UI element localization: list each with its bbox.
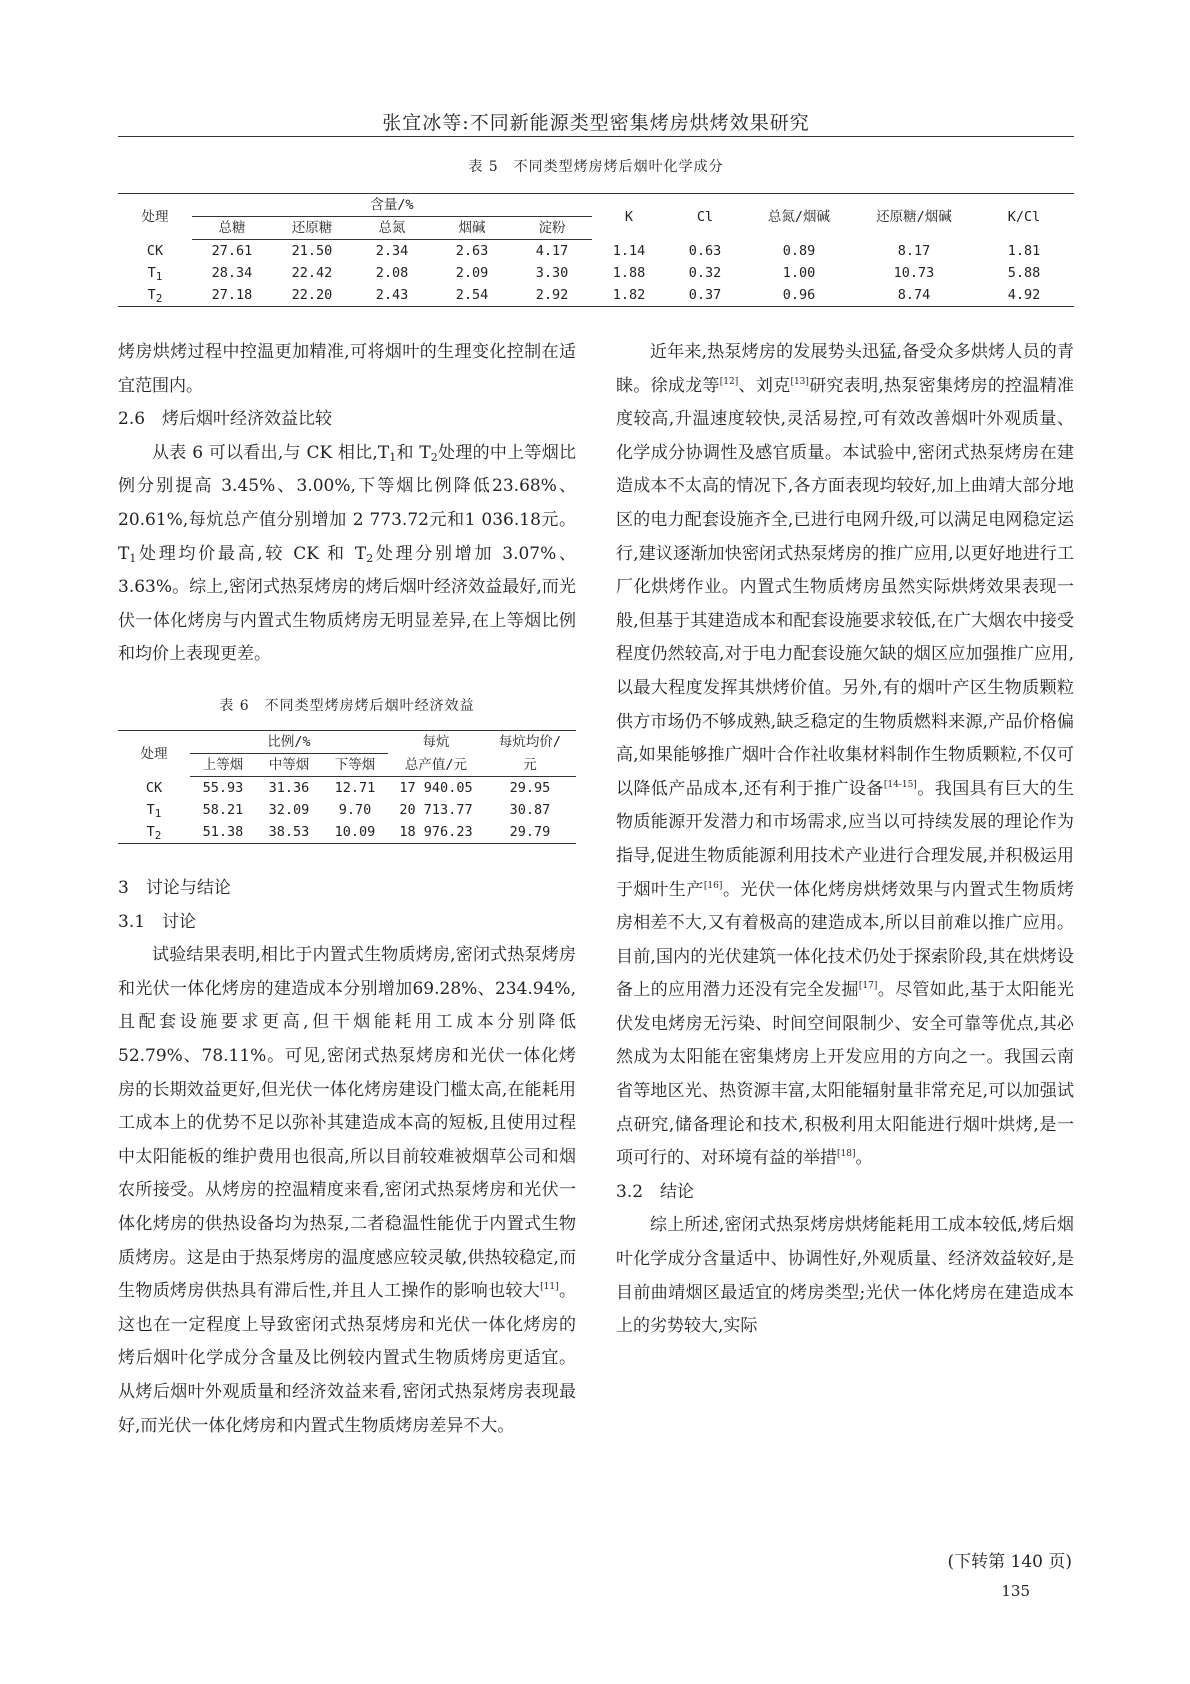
t6-row — [118, 799, 576, 821]
t5-cell: 2.63 — [455, 243, 489, 259]
t6-cell: 17 940.05 — [399, 780, 473, 796]
t5-cell: 4.17 — [535, 243, 569, 259]
t6-row-label: $T_1$ — [146, 802, 162, 820]
t5-cell: 10.73 — [893, 265, 935, 281]
header-rule — [118, 136, 1074, 137]
table6 — [118, 730, 576, 844]
t5-cell: 22.42 — [291, 265, 333, 281]
t6-cell: 9.70 — [338, 802, 372, 818]
t5-head-sub: 还原糖 — [272, 217, 352, 240]
t6-row-label: CK — [145, 779, 163, 796]
t6-head-output-top: 每炕 — [422, 734, 450, 751]
t6-cell: 18 976.23 — [399, 824, 473, 840]
t6-cell: 31.36 — [268, 780, 310, 796]
t6-cell: 38.53 — [268, 824, 310, 840]
t5-cell: 2.54 — [455, 287, 489, 303]
t5-cell: 1.14 — [612, 242, 646, 259]
t6-cell: 30.87 — [509, 802, 551, 818]
t5-row-label: CK — [146, 242, 164, 259]
t5-cell: 2.09 — [455, 265, 489, 281]
paragraph-discussion: 近年来,热泵烤房的发展势头迅猛,备受众多烘烤人员的青睐。徐成龙等[12]、刘克[13]研究表明,热泵密集烤房的控温精准度较高,升温速度较快,灵活易控,可有效改善烟叶外观质量、化学成分协调性及感官质量。本试验中,密闭式热泵烤房在建造成本不太高的情况下,各方面表现均较好,加上曲靖大部分地区的电力配套设施齐全,已进行电网升级,可以满足电网稳定运行,建议逐渐加快密闭式热泵烤房的推广应用,以更好地进行工厂化烘烤作业。内置式生物质烤房虽然实际烘烤效果表现一般,但基于其建造成本和配套设施要求较低,在广大烟农中接受程度仍然较高,对于电力配套设施欠缺的烟区应加强推广应用,以最大程度发挥其烘烤价值。另外,有的烟叶产区生物质颗粒供方市场仍不够成熟,缺乏稳定的生物质燃料来源,产品价格偏高,如果能够推广烟叶合作社收集材料制作生物质颗粒,不仅可以降低产品成本,还有利于推广设备[14-15]。我国具有巨大的生物质能源开发潜力和市场需求,应当以可持续发展的理论作为指导,促进生物质能源利用技术产业进行合理发展,并积极运用于烟叶生产[16]。光伏一体化烤房烘烤效果与内置式生物质烤房相差不大,又有着极高的建造成本,所以目前难以推广应用。目前,国内的光伏建筑一体化技术仍处于探索阶段,其在烘烤设备上的应用潜力还没有完全发掘[17]。尽管如此,基于太阳能光伏发电烤房无污染、时间空间限制少、安全可靠等优点,其必然成为太阳能在密集烤房上开发应用的方向之一。我国云南省等地区光、热资源丰富,太阳能辐射量非常充足,可以加强试点研究,储备理论和技术,积极利用太阳能进行烟叶烘烤,是一项可行的、对环境有益的举措[18]。 — [616, 342, 1075, 1169]
t5-cell: 1.88 — [612, 265, 646, 281]
section-heading-3: 3 讨论与结论 — [118, 878, 231, 898]
t5-row — [118, 262, 1074, 284]
t5-cell: 0.37 — [688, 287, 722, 303]
running-header: 张宜冰等:不同新能源类型密集烤房烘烤效果研究 — [382, 112, 810, 134]
paragraph-3-1: 试验结果表明,相比于内置式生物质烤房,密闭式热泵烤房和光伏一体化烤房的建造成本分别增加69.28%、234.94%,且配套设施要求更高,但干烟能耗用工成本分别降低 52.79%、78.11%。可见,密闭式热泵烤房和光伏一体化烤房的长期效益更好,但光伏一体化烤房建设门槛太高,在能耗用工成本上的优势不足以弥补其建造成本高的短板,且使用过程中太阳能板的维护费用也很高,所以目前较难被烟草公司和烟农所接受。从烤房的控温精度来看,密闭式热泵烤房和光伏一体化烤房的供热设备均为热泵,二者稳温性能优于内置式生物质烤房。这是由于热泵烤房的温度感应较灵敏,供热较稳定,而生物质烤房供热具有滞后性,并且人工操作的影响也较大[11]。这也在一定程度上导致密闭式热泵烤房和光伏一体化烤房的烤后烟叶化学成分含量及比例较内置式生物质烤房更适宜。从烤后烟叶外观质量和经济效益来看,密闭式热泵烤房表现最好,而光伏一体化烤房和内置式生物质烤房差异不大。 — [118, 945, 577, 1436]
t5-row-label: $T_2$ — [147, 287, 163, 305]
paragraph-2-6: 从表 6 可以看出,与 CK 相比$,T_1$和 $T_2$处理的中上等烟比例分别提高 3.45%、3.00%,下等烟比例降低23.68%、20.61%,每炕总产值分别增加 2 773.72元和1 036.18元。$T_1$处理均价最高,较 CK 和 $T_2$处理分别增加 3.07%、3.63%。综上,密闭式热泵烤房的烤后烟叶经济效益最好,而光伏一体化烤房与内置式生物质烤房无明显差异,在上等烟比例和均价上表现更差。 — [118, 442, 576, 665]
section-heading-2-6: 2.6 烤后烟叶经济效益比较 — [118, 409, 333, 430]
t5-cell: 3.30 — [535, 265, 569, 281]
citation: [14-15] — [883, 779, 917, 790]
left-column-lower — [118, 872, 576, 1443]
t6-head-output-bottom: 总产值/元 — [388, 754, 484, 777]
table5 — [118, 193, 1074, 307]
t5-head-sub: 总糖 — [192, 217, 272, 240]
t5-head-k-cl: K/Cl — [1007, 208, 1041, 225]
t6-row — [118, 821, 576, 844]
t5-cell: 1.82 — [612, 287, 646, 303]
citation: [16] — [703, 880, 723, 891]
citation: [18] — [837, 1149, 856, 1160]
paragraph-3-2: 综上所述,密闭式热泵烤房烘烤能耗用工成本较低,烤后烟叶化学成分含量适中、协调性好,外观质量、经济效益较好,是目前曲靖烟区最适宜的烤房类型;光伏一体化烤房在建造成本上的劣势较大,实际 — [616, 1215, 1074, 1337]
t5-cell: 0.32 — [688, 265, 722, 281]
t5-cell: 27.18 — [211, 287, 253, 303]
t5-head-treatment: 处理 — [141, 208, 169, 225]
left-column — [118, 336, 576, 672]
t6-head-sub: 上等烟 — [190, 754, 256, 777]
t5-head-sub: 淀粉 — [512, 217, 592, 240]
t6-head-price-top: 每炕均价/ — [498, 734, 562, 751]
paragraph: 烤房烘烤过程中控温更加精准,可将烟叶的生理变化控制在适宜范围内。 — [118, 342, 576, 396]
section-heading-3-2: 3.2 结论 — [616, 1181, 695, 1202]
t5-cell: 2.34 — [375, 243, 409, 259]
t5-cell: 1.00 — [782, 265, 816, 281]
t5-cell: 5.88 — [1007, 265, 1041, 281]
t5-cell: 2.92 — [535, 287, 569, 303]
t5-cell: 8.17 — [897, 242, 931, 259]
t5-cell: 28.34 — [211, 265, 253, 281]
t6-cell: 51.38 — [202, 824, 244, 840]
page-number: 135 — [1001, 1582, 1030, 1600]
t5-row-label: $T_1$ — [147, 265, 163, 283]
t5-cell: 8.74 — [897, 287, 931, 303]
citation: [13] — [790, 376, 809, 387]
t6-cell: 29.95 — [509, 780, 551, 796]
t6-head-sub: 中等烟 — [256, 754, 322, 777]
t5-cell: 22.20 — [291, 287, 333, 303]
t5-cell: 0.96 — [782, 287, 816, 303]
t5-row — [118, 284, 1074, 307]
t6-cell: 58.21 — [202, 802, 244, 818]
t5-head-sub: 烟碱 — [432, 217, 512, 240]
t6-cell: 12.71 — [334, 780, 376, 796]
t5-head-cl: Cl — [696, 208, 714, 225]
t5-head-n-nic: 总氮/烟碱 — [767, 208, 831, 225]
t6-cell: 20 713.77 — [399, 802, 473, 818]
t5-head-rs-nic: 还原糖/烟碱 — [876, 208, 952, 225]
t5-cell: 27.61 — [211, 243, 253, 259]
t5-cell: 0.89 — [782, 242, 816, 259]
t6-cell: 32.09 — [268, 802, 310, 818]
continued-note: (下转第 140 页) — [947, 1552, 1072, 1572]
t5-cell: 4.92 — [1007, 287, 1041, 303]
t6-row — [118, 777, 576, 800]
t6-cell: 29.79 — [509, 824, 551, 840]
t5-cell: 2.08 — [375, 265, 409, 281]
t6-head-sub: 下等烟 — [322, 754, 388, 777]
t5-cell: 2.43 — [375, 287, 409, 303]
t6-row-label: $T_2$ — [146, 824, 162, 842]
t6-head-ratio: 比例/% — [190, 731, 388, 754]
t5-row — [118, 240, 1074, 263]
t6-head-treatment: 处理 — [140, 745, 168, 762]
table5-caption: 表 5 不同类型烤房烤后烟叶化学成分 — [468, 159, 724, 175]
citation: [11] — [540, 1282, 559, 1293]
t5-cell: 21.50 — [291, 243, 333, 259]
citation: [12] — [719, 376, 739, 387]
table6-caption: 表 6 不同类型烤房烤后烟叶经济效益 — [219, 698, 475, 714]
section-heading-3-1: 3.1 讨论 — [118, 911, 197, 932]
t6-cell: 55.93 — [202, 780, 244, 796]
t5-cell: 0.63 — [688, 242, 722, 259]
t5-head-content: 含量/% — [192, 194, 592, 217]
right-column — [616, 336, 1074, 1344]
t6-head-price-bottom: 元 — [484, 754, 576, 777]
t5-cell: 1.81 — [1007, 242, 1041, 259]
t5-head-k: K — [624, 208, 634, 225]
t5-head-sub: 总氮 — [352, 217, 432, 240]
citation: [17] — [858, 981, 878, 992]
t6-cell: 10.09 — [334, 824, 376, 840]
